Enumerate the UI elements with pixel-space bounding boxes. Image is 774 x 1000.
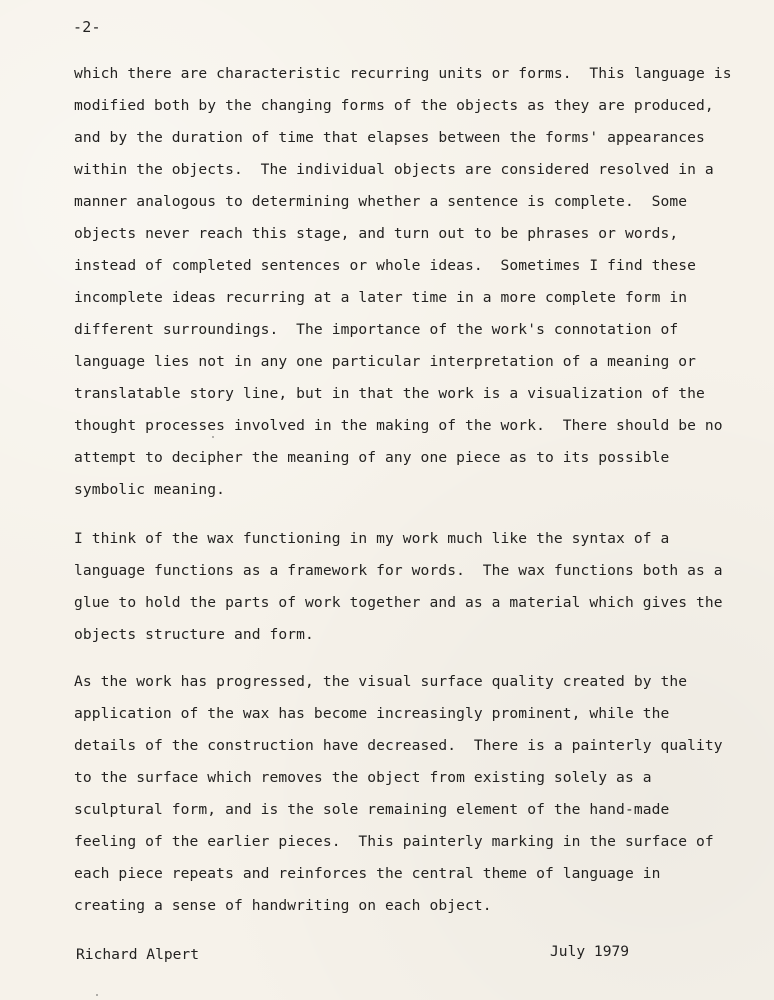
paragraph-1-line-14: symbolic meaning. [74,481,226,498]
paragraph-1-line-6: objects never reach this stage, and turn out to be phrases or words, [74,225,679,242]
paragraph-3-line-8: creating a sense of handwriting on each object. [74,897,492,914]
paragraph-3-line-1: As the work has progressed, the visual surface quality created by the [74,673,688,690]
paragraph-3-line-5: sculptural form, and is the sole remaining element of the hand-made [74,801,670,818]
paragraph-1-line-2: modified both by the changing forms of the objects as they are produced, [74,97,714,114]
paragraph-3-line-3: details of the construction have decreased. There is a painterly quality [74,737,723,754]
paragraph-2-line-1: I think of the wax functioning in my work much like the syntax of a [74,530,670,547]
paper-speck [212,436,214,438]
paper-speck [96,994,98,996]
paragraph-1-line-4: within the objects. The individual objects are considered resolved in a [74,161,714,178]
paragraph-3-line-2: application of the wax has become increasingly prominent, while the [74,705,670,722]
paragraph-1-line-10: language lies not in any one particular interpretation of a meaning or [74,353,697,370]
paragraph-1-line-9: different surroundings. The importance of the work's connotation of [74,321,679,338]
paragraph-1-line-13: attempt to decipher the meaning of any one piece as to its possible [74,449,670,466]
paragraph-3-line-4: to the surface which removes the object from existing solely as a [74,769,652,786]
paragraph-3-line-6: feeling of the earlier pieces. This painterly marking in the surface of [74,833,714,850]
paragraph-1-line-1: which there are characteristic recurring units or forms. This language is [74,65,732,82]
paragraph-3-line-7: each piece repeats and reinforces the central theme of language in [74,865,661,882]
paragraph-2-line-2: language functions as a framework for words. The wax functions both as a [74,562,723,579]
author-name: Richard Alpert [76,946,200,963]
page-number: -2- [73,18,101,36]
paragraph-1-line-11: translatable story line, but in that the work is a visualization of the [74,385,705,402]
paragraph-1-line-5: manner analogous to determining whether a sentence is complete. Some [74,193,688,210]
paragraph-1-line-8: incomplete ideas recurring at a later time in a more complete form in [74,289,688,306]
paragraph-2-line-3: glue to hold the parts of work together and as a material which gives the [74,594,723,611]
paragraph-1-line-12: thought processes involved in the making of the work. There should be no [74,417,723,434]
paragraph-1-line-3: and by the duration of time that elapses between the forms' appearances [74,129,705,146]
document-date: July 1979 [550,943,630,960]
paragraph-1-line-7: instead of completed sentences or whole ideas. Sometimes I find these [74,257,697,274]
paragraph-2-line-4: objects structure and form. [74,626,314,643]
